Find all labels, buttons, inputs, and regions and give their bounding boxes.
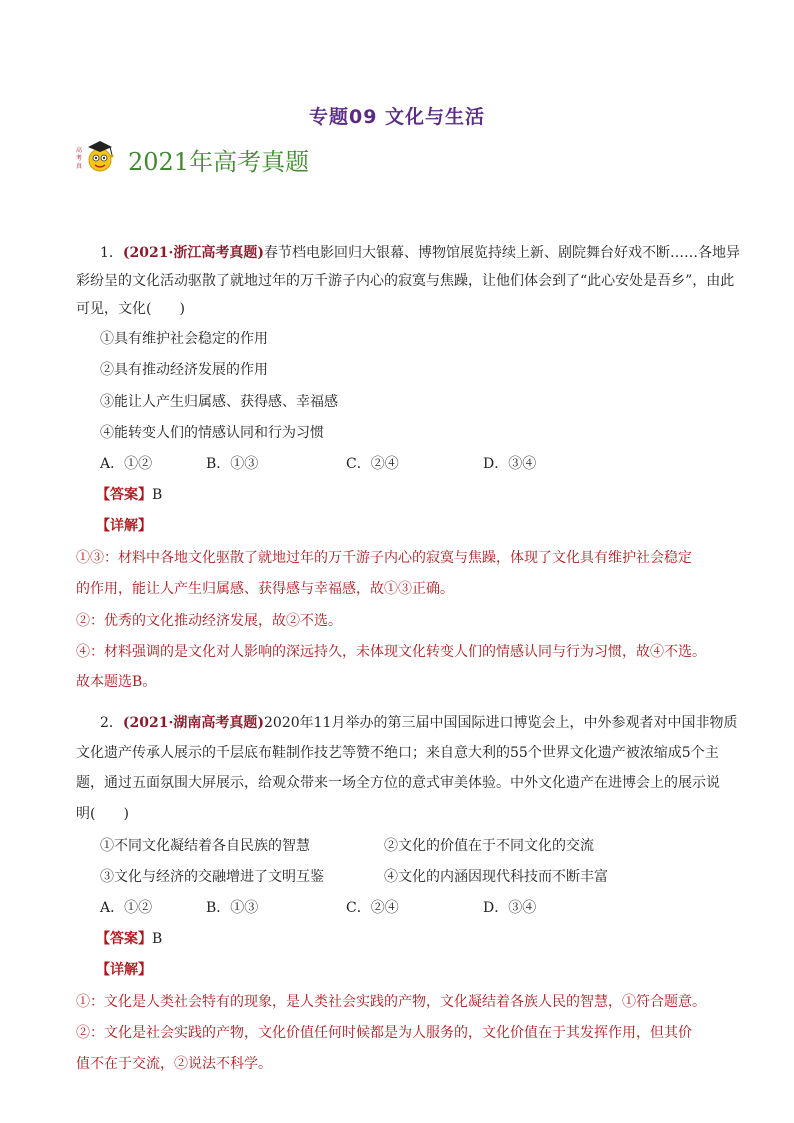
statement-2: ②具有推动经济发展的作用 bbox=[100, 362, 268, 378]
question-1-line-3: 可见，文化( ) bbox=[76, 301, 185, 317]
statement-3: ③文化与经济的交融增进了文明互鉴 bbox=[100, 869, 324, 885]
question-2-line-1 bbox=[100, 714, 737, 732]
question-source: (2021·浙江高考真题) bbox=[122, 245, 265, 261]
detail-line-1b: 的作用，能让人产生归属感、获得感与幸福感，故①③正确。 bbox=[76, 581, 454, 597]
detail-line-1: ①③：材料中各地文化驱散了就地过年的万千游子内心的寂寞与焦躁，体现了文化具有维护社会稳定 bbox=[76, 550, 692, 566]
option-c: C．②④ bbox=[346, 456, 399, 472]
question-2-line-2: 文化遗产传承人展示的千层底布鞋制作技艺等赞不绝口；来自意大利的55个世界文化遗产被浓缩成5个主 bbox=[76, 745, 719, 761]
question-2-line-4: 明( ) bbox=[76, 806, 129, 822]
question-2-line-3: 题，通过五面氛围大屏展示，给观众带来一场全方位的意式审美体验。中外文化遗产在进博会上的展示说 bbox=[76, 775, 720, 791]
statement-3: ③能让人产生归属感、获得感、幸福感 bbox=[100, 394, 338, 410]
detail-line-2: ②：优秀的文化推动经济发展，故②不选。 bbox=[76, 613, 342, 629]
page-title: 专题09 文化与生活 bbox=[308, 106, 486, 128]
option-d: D．③④ bbox=[483, 456, 537, 472]
answer-tag: 【答案】 bbox=[96, 931, 152, 947]
question-1-line-2: 彩纷呈的文化活动驱散了就地过年的万千游子内心的寂寞与焦躁，让他们体会到了“此心安处是吾乡”，由此 bbox=[76, 273, 735, 289]
question-text: 春节档电影回归大银幕、博物馆展览持续上新、剧院舞台好戏不断……各地异 bbox=[264, 245, 741, 261]
statement-1: ①具有维护社会稳定的作用 bbox=[100, 331, 268, 347]
option-c: C．②④ bbox=[346, 900, 399, 916]
section-title: 2021年高考真题 bbox=[128, 148, 310, 176]
statement-2: ②文化的价值在于不同文化的交流 bbox=[384, 838, 594, 854]
question-source: (2021·湖南高考真题) bbox=[122, 715, 265, 731]
option-d: D．③④ bbox=[483, 900, 537, 916]
detail-tag: 【详解】 bbox=[96, 962, 152, 978]
section-header bbox=[74, 138, 394, 178]
statement-1: ①不同文化凝结着各自民族的智慧 bbox=[100, 838, 310, 854]
statement-4: ④能转变人们的情感认同和行为习惯 bbox=[100, 425, 324, 441]
graduation-cap-mascot-icon bbox=[74, 138, 122, 178]
detail-line-2: ②：文化是社会实践的产物，文化价值任何时候都是为人服务的，文化价值在于其发挥作用，但其价 bbox=[76, 1025, 692, 1041]
detail-line-4: 故本题选B。 bbox=[76, 674, 157, 690]
question-number: 2． bbox=[100, 715, 123, 731]
detail-tag: 【详解】 bbox=[96, 518, 152, 534]
answer-value: B bbox=[152, 931, 163, 947]
answer-tag: 【答案】 bbox=[96, 487, 152, 503]
option-a: A．①② bbox=[100, 900, 153, 916]
answer-line bbox=[96, 930, 162, 948]
answer-value: B bbox=[152, 487, 163, 503]
option-a: A．①② bbox=[100, 456, 153, 472]
question-1-line-1 bbox=[100, 244, 740, 262]
svg-text:考: 考 bbox=[76, 155, 83, 162]
detail-line-3: ④：材料强调的是文化对人影响的深远持久，未体现文化转变人们的情感认同与行为习惯，故④不选。 bbox=[76, 644, 706, 660]
detail-line-1: ①：文化是人类社会特有的现象，是人类社会实践的产物，文化凝结着各族人民的智慧，①符合题意。 bbox=[76, 994, 706, 1010]
option-b: B．①③ bbox=[206, 900, 259, 916]
statement-4: ④文化的内涵因现代科技而不断丰富 bbox=[384, 869, 608, 885]
detail-line-2b: 值不在于交流，②说法不科学。 bbox=[76, 1056, 272, 1072]
svg-text:真: 真 bbox=[76, 163, 83, 170]
question-text: 2020年11月举办的第三届中国国际进口博览会上，中外参观者对中国非物质 bbox=[264, 715, 738, 731]
svg-text:高: 高 bbox=[76, 147, 83, 154]
option-b: B．①③ bbox=[206, 456, 259, 472]
answer-line bbox=[96, 486, 162, 504]
question-number: 1． bbox=[100, 245, 123, 261]
